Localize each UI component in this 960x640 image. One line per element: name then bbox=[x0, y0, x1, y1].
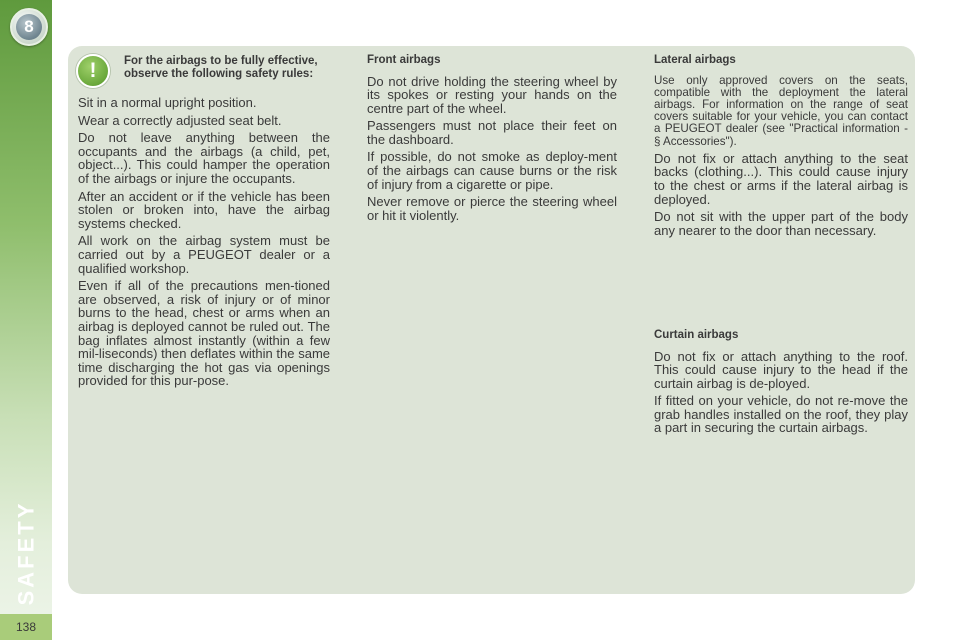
front-airbags-paragraph: If possible, do not smoke as deploy-ment of the airbags can cause burns or the risk of injury from a cigarette or pipe. bbox=[367, 149, 617, 192]
warning-rules-column bbox=[78, 96, 330, 392]
chapter-number: 8 bbox=[16, 14, 42, 40]
lateral-airbags-column bbox=[654, 54, 908, 241]
front-airbags-paragraph: Never remove or pierce the steering wheel or hit it violently. bbox=[367, 194, 617, 223]
warning-paragraph: Do not leave anything between the occupants and the airbags (a child, pet, object...). This could hamper the operation of the airbags or injure the occupants. bbox=[78, 130, 330, 186]
warning-paragraph: Sit in a normal upright position. bbox=[78, 95, 257, 110]
curtain-airbags-paragraph: If fitted on your vehicle, do not re-move the grab handles installed on the roof, they play a part in securing the curtain airbags. bbox=[654, 393, 908, 436]
section-label-text: SAFETY bbox=[13, 500, 39, 606]
section-label bbox=[2, 498, 50, 608]
chapter-badge-icon bbox=[10, 8, 48, 46]
front-airbags-column bbox=[367, 54, 617, 226]
front-airbags-paragraph: Passengers must not place their feet on the dashboard. bbox=[367, 118, 617, 147]
warning-title: For the airbags to be fully effective, observe the following safety rules: bbox=[124, 55, 318, 80]
curtain-airbags-column bbox=[654, 329, 908, 439]
lateral-airbags-paragraph: Do not sit with the upper part of the body any nearer to the door than necessary. bbox=[654, 209, 908, 238]
curtain-airbags-heading: Curtain airbags bbox=[654, 329, 739, 341]
lateral-airbags-paragraph: Use only approved covers on the seats, compatible with the deployment the lateral airbags. For information on the range of seat covers suitable for your vehicle, you can contact a PEUGEOT dealer (see "Practical information - § Accessories"). bbox=[654, 73, 908, 148]
warning-paragraph: Even if all of the precautions men-tioned are observed, a risk of injury or of minor burns to the head, chest or arms when an airbag is deployed cannot be ruled out. The bag inflates almost instantly (within a few mil-liseconds) then deflates within the same time discharging the hot gas via openings provided for this pur-pose. bbox=[78, 278, 330, 389]
exclamation-icon: ! bbox=[76, 54, 110, 88]
page-number: 138 bbox=[0, 614, 52, 640]
warning-paragraph: All work on the airbag system must be carried out by a PEUGEOT dealer or a qualified workshop. bbox=[78, 233, 330, 276]
curtain-airbags-paragraph: Do not fix or attach anything to the roof. This could cause injury to the head if the curtain airbag is de-ployed. bbox=[654, 348, 908, 391]
lateral-airbags-paragraph: Do not fix or attach anything to the seat backs (clothing...). This could cause injury to the chest or arms if the lateral airbag is deployed. bbox=[654, 150, 908, 207]
front-airbags-heading: Front airbags bbox=[367, 54, 441, 66]
warning-paragraph: Wear a correctly adjusted seat belt. bbox=[78, 112, 282, 128]
warning-paragraph: After an accident or if the vehicle has been stolen or broken into, have the airbag systems checked. bbox=[78, 188, 330, 231]
front-airbags-paragraph: Do not drive holding the steering wheel by its spokes or resting your hands on the centre part of the wheel. bbox=[367, 73, 617, 116]
lateral-airbags-heading: Lateral airbags bbox=[654, 54, 736, 66]
